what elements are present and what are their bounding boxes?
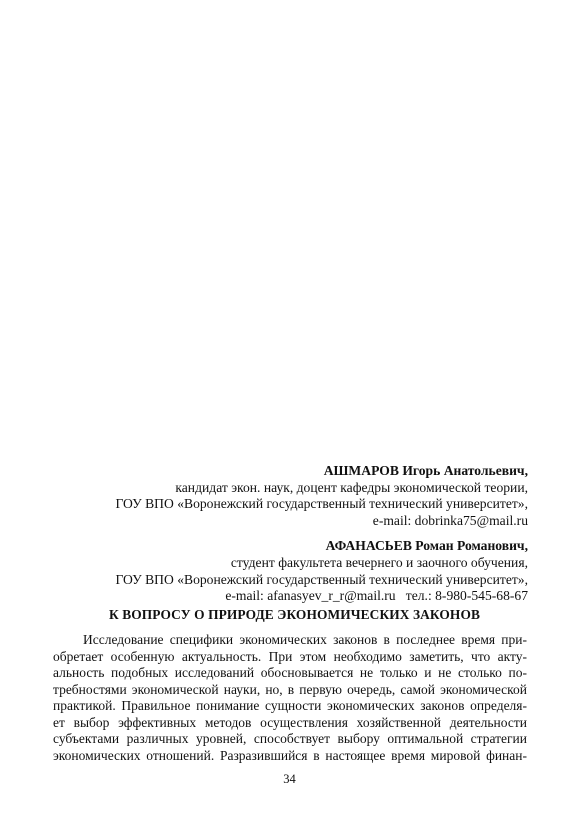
body-line: альность подобных исследований обосновывается не только и не столько по- [53,665,527,680]
author-block-1 [60,463,528,529]
body-line: ет выбор эффективных методов осуществления хозяйственной деятельности [53,714,527,730]
article-body [53,632,527,764]
body-line: требностями экономической науки, но, в первую очередь, самой экономической [53,681,527,697]
body-line: субъектами различных уровней, способствует выбору оптимальной стратегии [53,731,527,746]
author-email: e-mail: dobrinka75@mail.ru [372,512,528,528]
author-affiliation: ГОУ ВПО «Воронежский государственный технический университет», [115,496,528,512]
author-affiliation: ГОУ ВПО «Воронежский государственный технический университет», [115,571,528,587]
body-line: практикой. Правильное понимание сущности экономических законов определя- [53,698,527,713]
author-contact: e-mail: afanasyev_r_r@mail.ru тел.: 8-980-545-68-67 [225,588,528,604]
author-position: кандидат экон. наук, доцент кафедры экономической теории, [175,479,528,495]
author-name: АШМАРОВ Игорь Анатольевич, [323,463,528,478]
author-position: студент факультета вечернего и заочного обучения, [230,554,528,570]
article-title: К ВОПРОСУ О ПРИРОДЕ ЭКОНОМИЧЕСКИХ ЗАКОНОВ [108,607,480,622]
author-info [60,463,528,605]
body-line: обретает особенную актуальность. При этом необходимо заметить, что акту- [53,648,527,664]
author-block-2 [60,538,528,604]
author-name: АФАНАСЬЕВ Роман Романович, [325,538,528,554]
page-number: 34 [283,772,296,786]
body-line: экономических отношений. Разразившийся в настоящее время мировой финан- [53,747,527,763]
body-line: Исследование специфики экономических законов в последнее время при- [83,632,527,647]
